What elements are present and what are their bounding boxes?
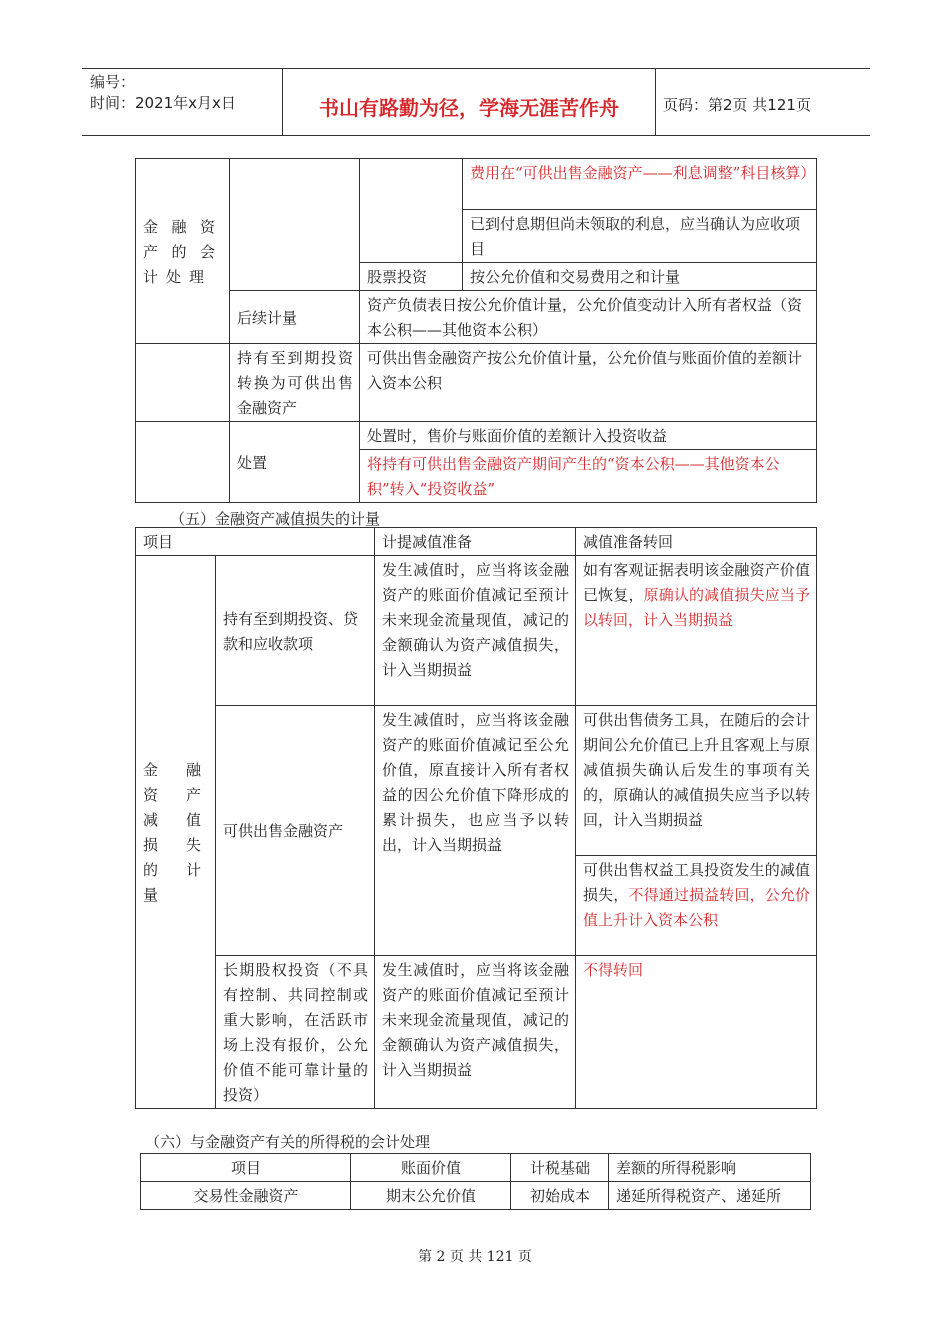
table3-row1-tax-effect: 递延所得税资产、递延所 — [609, 1182, 811, 1210]
table1-stock-label: 股票投资 — [360, 263, 463, 291]
table1-empty-d — [136, 422, 230, 503]
table1-subsequent-label: 后续计量 — [230, 291, 360, 344]
header-time: 时间：2021年x月x日 — [90, 94, 236, 112]
table2-r3-reversal: 不得转回 — [576, 956, 817, 1109]
table1-empty-a — [230, 159, 360, 291]
header-bottom-rule — [82, 135, 870, 136]
table2-r2-provision: 发生减值时，应当将该金融资产的账面价值减记至公允价值，原直接计入所有者权益的因公允价值下降形成的累计损失，也应当予以转出，计入当期损益 — [375, 706, 576, 956]
table1-subsequent-text: 资产负债表日按公允价值计量，公允价值变动计入所有者权益（资本公积——其他资本公积） — [360, 291, 817, 344]
header-motto: 书山有路勤为径，学海无涯苦作舟 — [319, 96, 619, 120]
table1-reclass-text: 可供出售金融资产按公允价值计量，公允价值与账面价值的差额计入资本公积 — [360, 344, 817, 422]
section6-title: （六）与金融资产有关的所得税的会计处理 — [145, 1133, 431, 1151]
table1-reclass-label: 持有至到期投资转换为可供出售金融资产 — [230, 344, 360, 422]
table-financial-asset-accounting — [135, 158, 817, 503]
section5-title: （五）金融资产减值损失的计量 — [170, 510, 381, 528]
table1-stock-text: 按公允价值和交易费用之和计量 — [463, 263, 817, 291]
table2-r2-item: 可供出售金融资产 — [216, 706, 375, 956]
table-impairment-measurement — [135, 527, 817, 1109]
page-footer: 第 2 页 共 121 页 — [418, 1249, 532, 1265]
table3-row1-tax-base: 初始成本 — [511, 1182, 609, 1210]
header-top-rule — [82, 68, 870, 69]
table2-header-reversal: 减值准备转回 — [576, 528, 817, 556]
header-number: 编号： — [90, 73, 136, 91]
header-divider-1 — [282, 68, 283, 136]
table2-header-item: 项目 — [136, 528, 375, 556]
table2-r2-reversal-equity-black: 可供出售权益工具投资发生的减值损失， — [583, 861, 811, 904]
header-divider-2 — [655, 68, 656, 136]
header-left — [90, 72, 236, 114]
table2-r2-reversal-debt: 可供出售债务工具，在随后的会计期间公允价值已上升且客观上与原减值损失确认后发生的事项有关的，原确认的减值损失应当予以转回，计入当期损益 — [576, 706, 817, 856]
table2-r1-reversal-red: 原确认的减值损失应当予以转回，计入当期损益 — [583, 586, 811, 629]
table1-interest-due: 已到付息期但尚未领取的利息，应当确认为应收项目 — [463, 210, 817, 263]
table2-r1-reversal-black: 如有客观证据表明该金融资产价值已恢复， — [583, 561, 811, 604]
table1-empty-b — [360, 159, 463, 263]
table3-header-book-value: 账面价值 — [351, 1154, 511, 1182]
table2-header-provision: 计提减值准备 — [375, 528, 576, 556]
table2-r3-item: 长期股权投资（不具有控制、共同控制或重大影响，在活跃市场上没有报价，公允价值不能可靠计量的投资） — [216, 956, 375, 1109]
table3-header-tax-effect: 差额的所得税影响 — [609, 1154, 811, 1182]
table2-r1-provision: 发生减值时，应当将该金融资产的账面价值减记至预计未来现金流量现值，减记的金额确认为资产减值损失，计入当期损益 — [375, 556, 576, 706]
table-income-tax — [140, 1153, 811, 1210]
table2-r3-provision: 发生减值时，应当将该金融资产的账面价值减记至预计未来现金流量现值，减记的金额确认为资产减值损失，计入当期损益 — [375, 956, 576, 1109]
table1-empty-c — [136, 344, 230, 422]
table3-header-item: 项目 — [141, 1154, 351, 1182]
table3-row1-item: 交易性金融资产 — [141, 1182, 351, 1210]
table1-disposal-label: 处置 — [230, 422, 360, 503]
table1-disposal-text1: 处置时，售价与账面价值的差额计入投资收益 — [360, 422, 817, 450]
header-page-number: 页码：第2页 共121页 — [663, 96, 811, 114]
table2-r2-reversal-equity-red: 不得通过损益转回，公允价值上升计入资本公积 — [583, 886, 811, 929]
table2-category: 金融资产减值损失的计量 — [136, 556, 216, 1109]
table2-r2-reversal-equity — [576, 856, 817, 956]
table1-category: 金融资产的会计处理 — [136, 159, 230, 344]
table2-r1-reversal — [576, 556, 817, 706]
table1-interest-cost: 费用在“可供出售金融资产——利息调整”科目核算） — [463, 159, 817, 210]
table3-row1-book-value: 期末公允价值 — [351, 1182, 511, 1210]
table2-r1-item: 持有至到期投资、贷款和应收款项 — [216, 556, 375, 706]
table1-disposal-text2: 将持有可供出售金融资产期间产生的“资本公积——其他资本公积”转入“投资收益” — [360, 450, 817, 503]
table3-header-tax-base: 计税基础 — [511, 1154, 609, 1182]
